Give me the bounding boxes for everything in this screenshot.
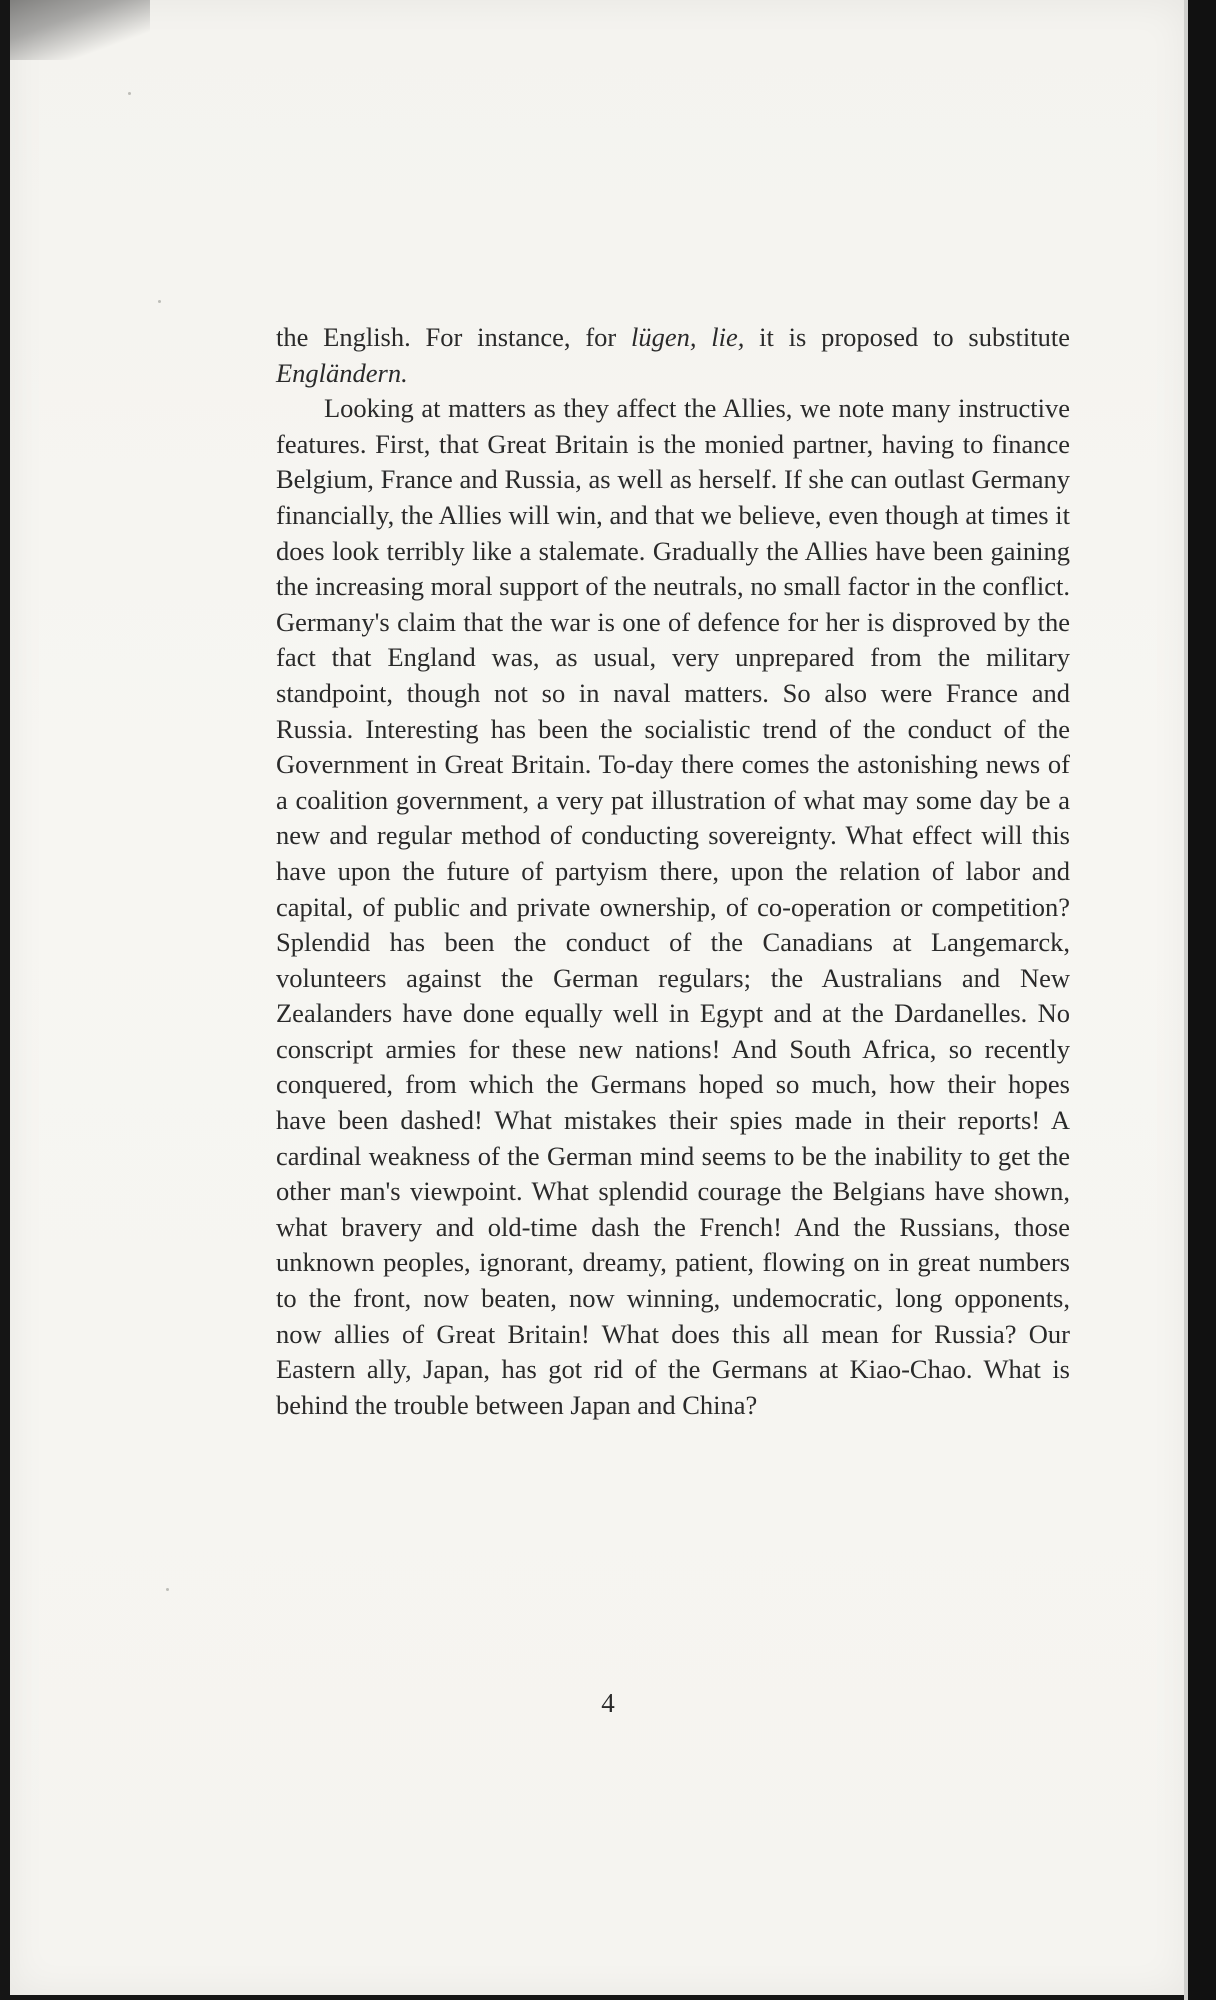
paragraph-2: Looking at matters as they affect the Allies, we note many instructive features. First, that Great Britain is the monied partner, having to finance Belgium, France and Russia, as well as herself. If she can outlast Germany financially, the Allies will win, and that we believe, even though at times it does look terribly like a stalemate. Gradually the Allies have been gaining the increasing moral support of the neutrals, no small factor in the conflict. Germany's claim that the war is one of defence for her is disproved by the fact that England was, as usual, very unprepared from the military standpoint, though not so in naval matters. So also were France and Russia. Interesting has been the socialistic trend of the conduct of the Government in Great Britain. To-day there comes the astonishing news of a coalition government, a very pat illustration of what may some day be a new and regular method of conducting sovereignty. What effect will this have upon the future of partyism there, upon the relation of labor and capital, of public and private ownership, of co-operation or competition? Splendid has been the conduct of the Canadians at Langemarck, volunteers against the German regulars; the Australians and New Zealanders have done equally well in Egypt and at the Dardanelles. No conscript armies for these new nations! And South Africa, so recently conquered, from which the Germans hoped so much, how their hopes have been dashed! What mistakes their spies made in their reports! A cardinal weakness of the German mind seems to be the inability to get the other man's viewpoint. What splendid courage the Belgians have shown, what bravery and old-time dash the French! And the Russians, those unknown peoples, ignorant, dreamy, patient, flowing on in great numbers to the front, now beaten, now winning, undemocratic, long opponents, now allies of Great Britain! What does this all mean for Russia? Our Eastern ally, Japan, has got rid of the Germans at Kiao-Chao. What is behind the trouble between Japan and China? bbox=[276, 393, 1070, 1420]
paper-speck bbox=[128, 92, 131, 95]
page-corner-shadow bbox=[10, 0, 150, 60]
paragraph-1-middle: it is proposed to substitute bbox=[744, 322, 1070, 352]
paper-speck bbox=[166, 1588, 169, 1591]
page-number: 4 bbox=[601, 1688, 615, 1718]
paragraph-1-lead: the English. For instance, for bbox=[276, 322, 631, 352]
paper-speck bbox=[158, 300, 161, 303]
paragraph-1-term-1: lügen, lie, bbox=[631, 322, 745, 352]
paragraph-1 bbox=[276, 320, 1070, 391]
paragraph-1-term-2: Engländern. bbox=[276, 357, 408, 388]
body-text bbox=[276, 320, 1070, 1423]
